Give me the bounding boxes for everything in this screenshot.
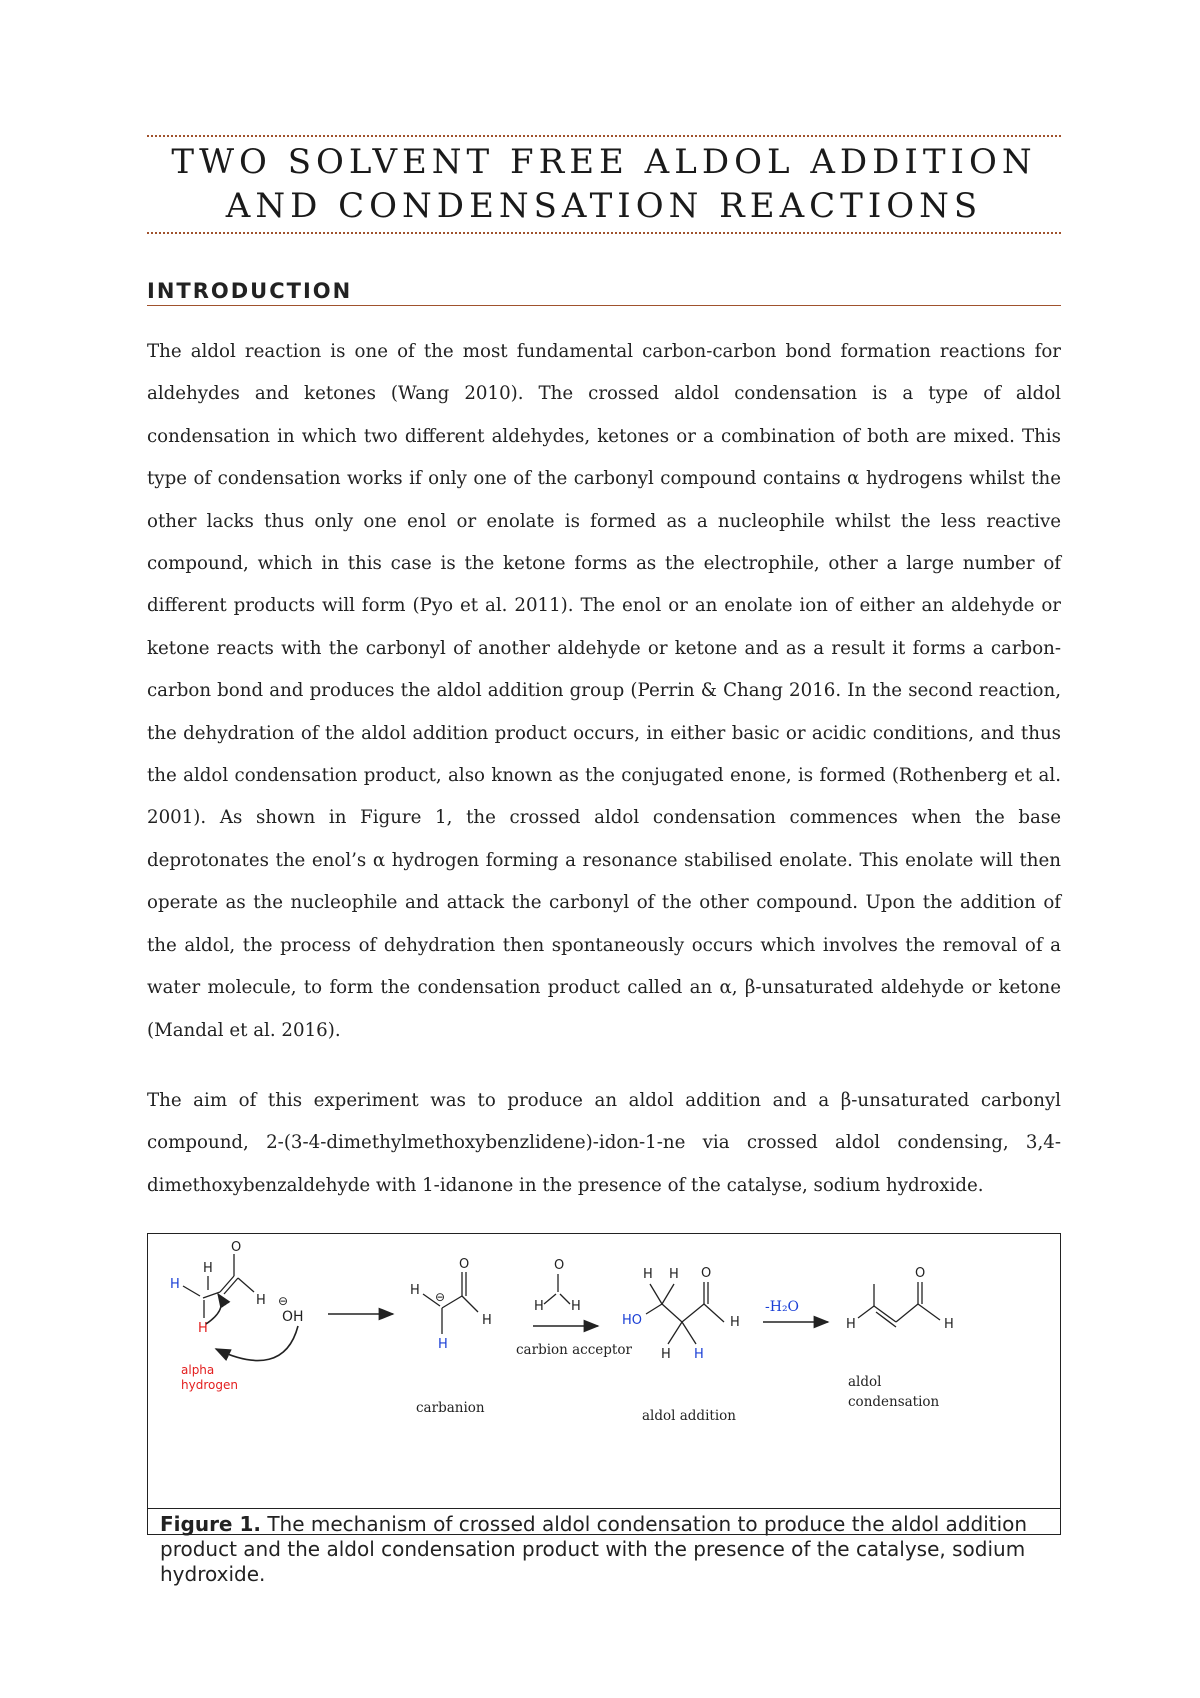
section-heading: INTRODUCTION — [147, 279, 353, 303]
acetaldehyde-molecule — [170, 1240, 304, 1392]
atom-o: O — [231, 1240, 242, 1255]
aldol-h-bottom-right: H — [694, 1347, 704, 1362]
acceptor-h-right: H — [571, 1299, 581, 1314]
atom-h-aldehyde: H — [256, 1293, 266, 1308]
alpha-hydrogen-label-1: alpha — [181, 1363, 215, 1377]
reaction-mechanism-diagram — [148, 1234, 1060, 1506]
aldol-h-right: H — [730, 1315, 740, 1330]
carbanion-h-left: H — [410, 1283, 420, 1298]
document-title: TWO SOLVENT FREE ALDOL ADDITION AND CONDENSATION REACTIONS — [171, 142, 1037, 226]
alpha-hydrogen-label-2: hydrogen — [181, 1378, 238, 1392]
intro-paragraph-2: The aim of this experiment was to produce an aldol addition and a β-unsaturated carbonyl compound, 2-(3-4-dimethylmethoxybenzlidene)-idon-1-ne via crossed aldol condensing, 3,4-dimethoxybenzaldehyde with 1-idanone in the presence of the catalyse, sodium hydroxide. — [147, 1090, 1061, 1196]
aldol-ho: HO — [622, 1313, 643, 1328]
carbanion-h-right: H — [482, 1313, 492, 1328]
figure-caption — [160, 1512, 1040, 1587]
aldol-h-top-left: H — [643, 1267, 653, 1282]
acceptor-h-left: H — [534, 1299, 544, 1314]
curly-arrow-bond — [206, 1294, 221, 1324]
hydroxide-oh: OH — [282, 1309, 304, 1325]
aldol-h-top-right: H — [669, 1267, 679, 1282]
carbonyl-acceptor — [516, 1258, 632, 1358]
aldol-condensation-molecule — [846, 1266, 954, 1410]
curly-arrow-attack — [216, 1326, 298, 1361]
figure-caption-divider — [148, 1508, 1060, 1509]
figure-1 — [147, 1233, 1061, 1586]
aldol-condensation-label-1: aldol — [848, 1374, 882, 1390]
atom-h-top: H — [203, 1261, 213, 1276]
water-loss-label: -H₂O — [765, 1299, 800, 1315]
figure-caption-text: The mechanism of crossed aldol condensation to produce the aldol addition product and the aldol condensation product with the presence of the catalyse, sodium hydroxide. — [160, 1512, 1028, 1586]
figure-caption-label: Figure 1. — [160, 1512, 261, 1536]
acceptor-o: O — [554, 1258, 565, 1273]
carbanion-minus: ⊖ — [435, 1290, 446, 1304]
hydroxide-minus: ⊖ — [278, 1294, 289, 1308]
carbanion-o: O — [459, 1257, 470, 1272]
carbanion-h-blue: H — [438, 1337, 448, 1352]
title-rule-top — [147, 135, 1061, 137]
aldol-h-bottom-left: H — [661, 1347, 671, 1362]
aldol-addition-label: aldol addition — [642, 1408, 736, 1424]
atom-h-blue: H — [170, 1277, 180, 1292]
condensation-h-right: H — [944, 1317, 954, 1332]
title-rule-bottom — [147, 232, 1061, 234]
intro-paragraph-1: The aldol reaction is one of the most fundamental carbon-carbon bond formation reactions for aldehydes and ketones (Wang 2010). The crossed aldol condensation is a type of aldol condensation in which two different aldehydes, ketones or a combination of both are mixed. This type of condensation works if only one of the carbonyl compound contains α hydrogens whilst the other lacks thus only one enol or enolate is formed as a nucleophile whilst the less reactive compound, which in this case is the ketone forms as the electrophile, other a large number of different products will form (Pyo et al. 2011). The enol or an enolate ion of either an aldehyde or ketone reacts with the carbonyl of another aldehyde or ketone and as a result it forms a carbon-carbon bond and produces the aldol addition group (Perrin & Chang 2016. In the second reaction, the dehydration of the aldol addition product occurs, in either basic or acidic conditions, and thus the aldol condensation product, also known as the conjugated enone, is formed (Rothenberg et al. 2001). As shown in Figure 1, the crossed aldol condensation commences when the base deprotonates the enol’s α hydrogen forming a resonance stabilised enolate. This enolate will then operate as the nucleophile and attack the carbonyl of the other compound. Upon the addition of the aldol, the process of dehydration then spontaneously occurs which involves the removal of a water molecule, to form the condensation product called an α, β-unsaturated aldehyde or ketone (Mandal et al. 2016). — [147, 341, 1061, 1041]
carbanion-label: carbanion — [416, 1400, 485, 1416]
atom-h-alpha: H — [198, 1321, 208, 1336]
carbanion-molecule — [410, 1257, 492, 1416]
condensation-o: O — [915, 1266, 926, 1281]
aldol-o: O — [701, 1266, 712, 1281]
section-heading-underline — [147, 305, 1061, 306]
aldol-condensation-label-2: condensation — [848, 1394, 940, 1410]
condensation-h-left: H — [846, 1317, 856, 1332]
aldol-addition-molecule — [622, 1266, 740, 1424]
carbon-acceptor-label: carbion acceptor — [516, 1342, 632, 1358]
